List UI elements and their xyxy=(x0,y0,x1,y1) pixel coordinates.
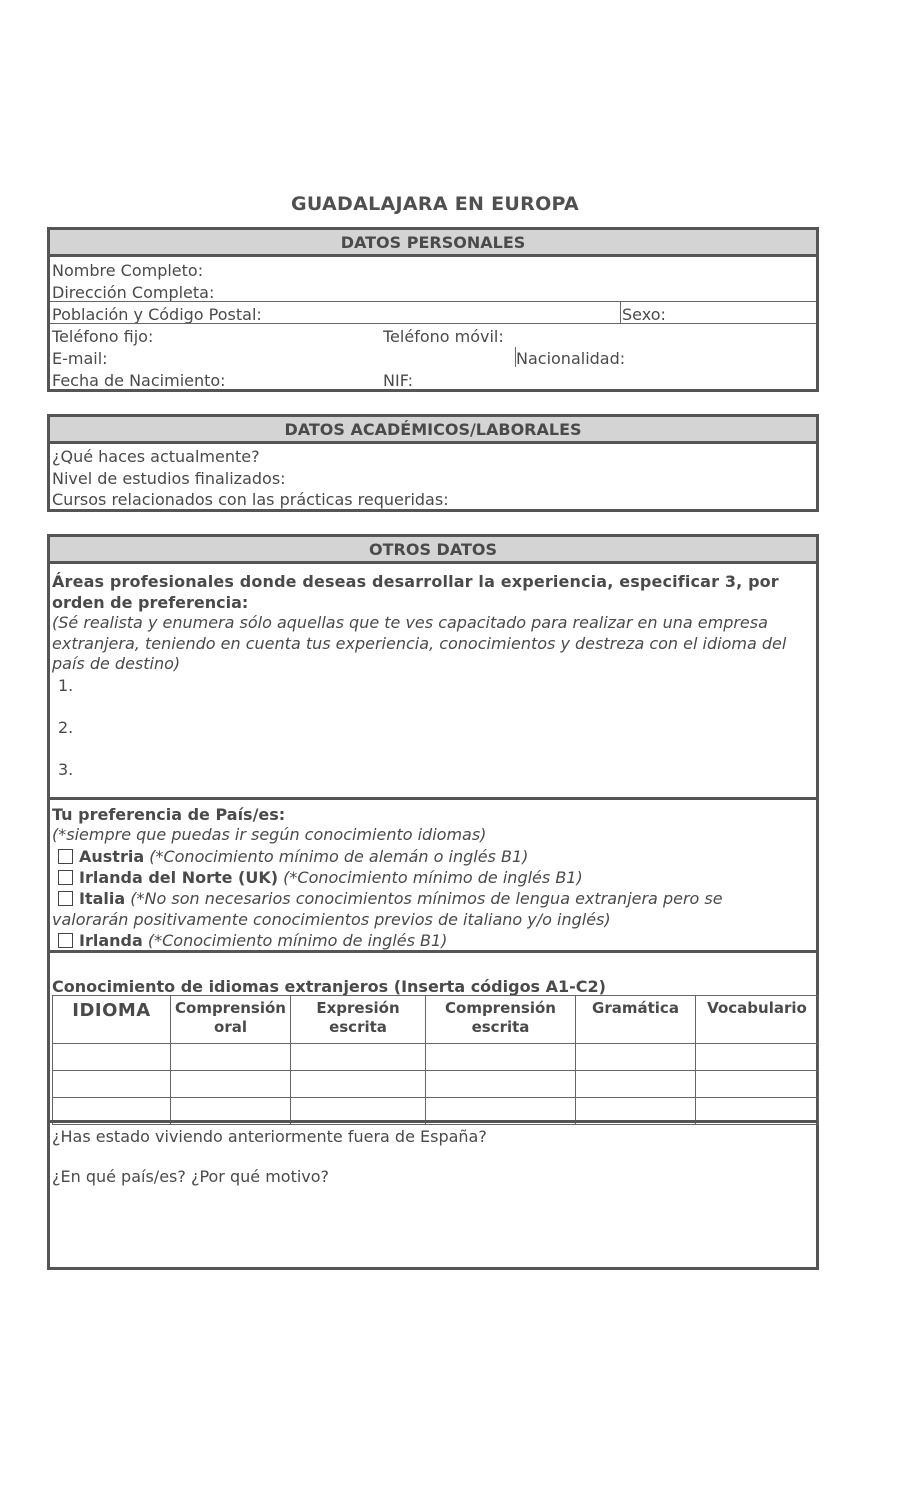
areas-note: (Sé realista y enumera sólo aquellas que te ves capacitado para realizar en una empresa xyxy=(52,613,768,632)
areas-note-cont: extranjera, teniendo en cuenta tus experiencia, conocimientos y destreza con el idioma del xyxy=(52,634,787,653)
table-row xyxy=(53,1071,819,1098)
checkbox[interactable] xyxy=(58,891,73,906)
country-option-austria[interactable]: Austria (*Conocimiento mínimo de alemán o inglés B1) xyxy=(58,847,528,866)
fecha-nacimiento-field-label[interactable]: Fecha de Nacimiento: xyxy=(52,371,226,390)
vivido-question[interactable]: ¿Has estado viviendo anteriormente fuera de España? xyxy=(52,1127,487,1146)
table-cell[interactable] xyxy=(171,1071,291,1098)
academic-data-header: DATOS ACADÉMICOS/LABORALES xyxy=(50,417,816,444)
table-row xyxy=(53,1044,819,1071)
academic-data-section xyxy=(47,414,819,512)
table-cell[interactable] xyxy=(576,1044,696,1071)
section-divider xyxy=(50,1120,816,1123)
divider xyxy=(50,323,816,324)
areas-question-cont: orden de preferencia: xyxy=(52,593,249,612)
divider xyxy=(50,301,816,302)
pais-note: (*siempre que puedas ir según conocimiento idiomas) xyxy=(52,825,487,844)
direccion-field-label[interactable]: Dirección Completa: xyxy=(52,283,215,302)
country-option-italia[interactable]: Italia (*No son necesarios conocimientos mínimos de lengua extranjera pero se xyxy=(58,889,723,908)
page-title: GUADALAJARA EN EUROPA xyxy=(290,193,580,215)
table-cell[interactable] xyxy=(696,1071,819,1098)
sexo-field-label[interactable]: Sexo: xyxy=(622,305,666,324)
section-divider xyxy=(50,950,816,953)
idiomas-title: Conocimiento de idiomas extranjeros (Inserta códigos A1-C2) xyxy=(52,977,606,996)
column-header-expresion-escrita: Expresión escrita xyxy=(291,996,426,1044)
personal-data-section xyxy=(47,227,819,392)
table-cell[interactable] xyxy=(291,1044,426,1071)
cursos-field-label[interactable]: Cursos relacionados con las prácticas requeridas: xyxy=(52,490,449,509)
personal-data-header: DATOS PERSONALES xyxy=(50,230,816,257)
column-header-vocabulario: Vocabulario xyxy=(696,996,819,1044)
italia-note-cont: valorarán positivamente conocimientos previos de italiano y/o inglés) xyxy=(52,910,611,929)
column-header-comprension-oral: Comprensión oral xyxy=(171,996,291,1044)
actividad-field-label[interactable]: ¿Qué haces actualmente? xyxy=(52,447,260,466)
table-cell[interactable] xyxy=(426,1071,576,1098)
checkbox[interactable] xyxy=(58,849,73,864)
table-cell[interactable] xyxy=(53,1044,171,1071)
column-header-gramatica: Gramática xyxy=(576,996,696,1044)
estudios-field-label[interactable]: Nivel de estudios finalizados: xyxy=(52,469,286,488)
telefono-movil-field-label[interactable]: Teléfono móvil: xyxy=(383,327,504,346)
section-divider xyxy=(50,797,816,800)
table-cell[interactable] xyxy=(426,1044,576,1071)
email-field-label[interactable]: E-mail: xyxy=(52,349,108,368)
pais-question: Tu preferencia de País/es: xyxy=(52,805,286,824)
table-cell[interactable] xyxy=(291,1071,426,1098)
nacionalidad-field-label[interactable]: Nacionalidad: xyxy=(516,349,626,368)
checkbox[interactable] xyxy=(58,933,73,948)
table-cell[interactable] xyxy=(53,1071,171,1098)
column-header-idioma: IDIOMA xyxy=(53,996,171,1044)
table-cell[interactable] xyxy=(171,1044,291,1071)
country-option-irlanda[interactable]: Irlanda (*Conocimiento mínimo de inglés B1) xyxy=(58,931,447,950)
areas-note-cont: país de destino) xyxy=(52,654,181,673)
other-data-section xyxy=(47,534,819,1270)
area-item-2[interactable]: 2. xyxy=(58,718,74,737)
nif-field-label[interactable]: NIF: xyxy=(383,371,414,390)
area-item-3[interactable]: 3. xyxy=(58,760,74,779)
nombre-field-label[interactable]: Nombre Completo: xyxy=(52,261,204,280)
table-cell[interactable] xyxy=(576,1071,696,1098)
telefono-fijo-field-label[interactable]: Teléfono fijo: xyxy=(52,327,154,346)
checkbox[interactable] xyxy=(58,870,73,885)
table-header-row xyxy=(53,996,819,1044)
areas-question: Áreas profesionales donde deseas desarrollar la experiencia, especificar 3, por xyxy=(52,572,779,591)
language-table xyxy=(52,995,819,1125)
area-item-1[interactable]: 1. xyxy=(58,676,74,695)
table-cell[interactable] xyxy=(696,1044,819,1071)
other-data-header: OTROS DATOS xyxy=(50,537,816,564)
column-header-comprension-escrita: Comprensión escrita xyxy=(426,996,576,1044)
motivo-question[interactable]: ¿En qué país/es? ¿Por qué motivo? xyxy=(52,1167,330,1186)
poblacion-field-label[interactable]: Población y Código Postal: xyxy=(52,305,262,324)
country-option-irlanda-norte[interactable]: Irlanda del Norte (UK) (*Conocimiento mínimo de inglés B1) xyxy=(58,868,583,887)
divider xyxy=(620,301,621,323)
